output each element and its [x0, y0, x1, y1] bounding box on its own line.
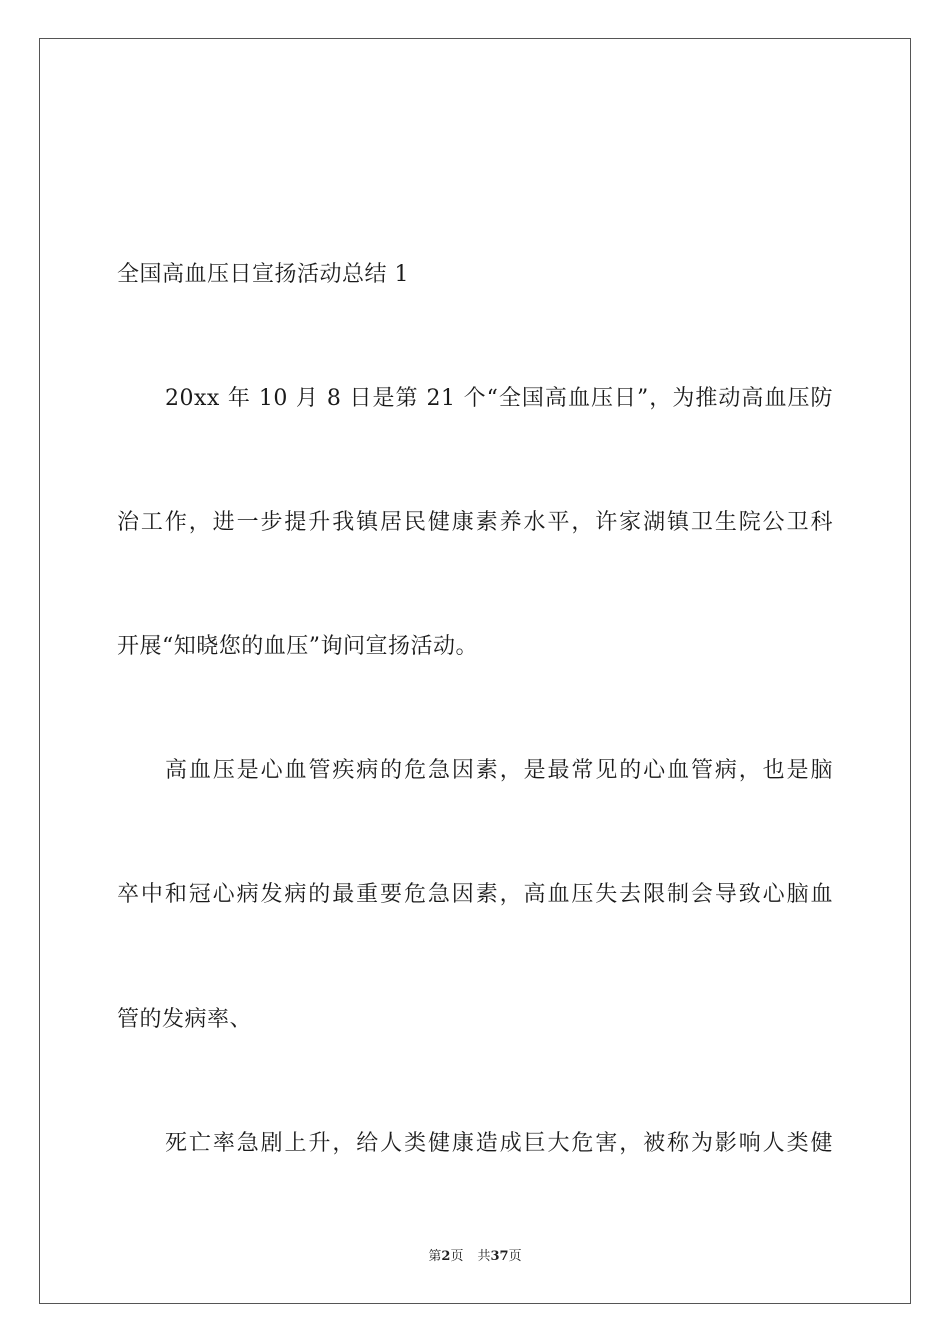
paragraph-line: 开展“知晓您的血压”询问宣扬活动。 — [117, 634, 478, 659]
footer-total-suffix: 页 — [508, 1249, 522, 1264]
paragraph-line: 治工作，进一步提升我镇居民健康素养水平，许家湖镇卫生院公卫科 — [117, 510, 833, 535]
footer-total-prefix: 共 — [477, 1249, 491, 1264]
page-border — [39, 38, 911, 1304]
footer-page-number: 2 — [441, 1249, 451, 1264]
footer-page-prefix: 第 — [428, 1249, 442, 1264]
paragraph-line: 管的发病率、 — [117, 1007, 253, 1032]
document-title: 全国高血压日宣扬活动总结 1 — [117, 262, 409, 287]
page-footer — [0, 1248, 950, 1266]
paragraph-line: 卒中和冠心病发病的最重要危急因素，高血压失去限制会导致心脑血 — [117, 882, 833, 907]
footer-total-pages: 37 — [490, 1249, 509, 1264]
paragraph-line: 高血压是心血管疾病的危急因素，是最常见的心血管病，也是脑 — [165, 758, 833, 783]
footer-page-suffix: 页 — [450, 1249, 464, 1264]
paragraph-line: 死亡率急剧上升，给人类健康造成巨大危害，被称为影响人类健 — [165, 1131, 833, 1156]
paragraph-line: 20xx 年 10 月 8 日是第 21 个“全国高血压日”，为推动高血压防 — [165, 386, 833, 411]
